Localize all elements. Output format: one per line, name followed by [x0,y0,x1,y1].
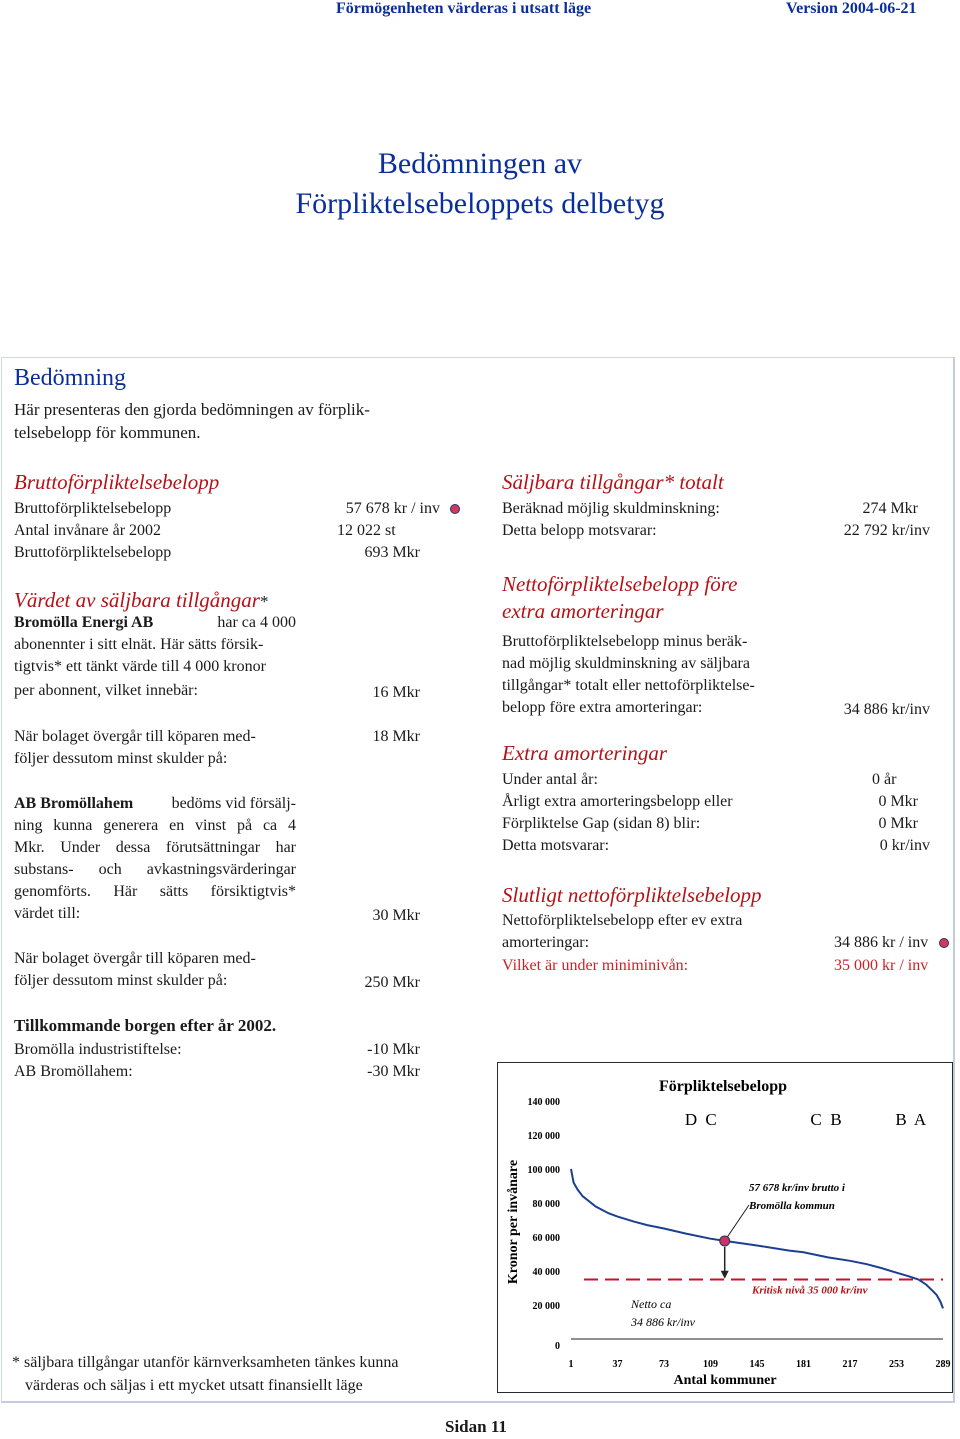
y-tick-label: 80 000 [532,1199,560,1210]
netto-arrow-head [721,1271,729,1279]
saljbara-p4-line1: När bolaget övergår till köparen med- [14,950,256,967]
y-tick-label: 40 000 [532,1267,560,1278]
x-axis-label: Antal kommuner [673,1373,777,1388]
brutto-label-2: Antal invånare år 2002 [14,522,162,539]
right-s1-label-1: Beräknad möjlig skuldminskning: [502,500,720,517]
x-tick-label: 253 [889,1359,904,1370]
right-s4-red-value: 35 000 kr / inv [834,957,929,974]
grade-label: B [830,1110,842,1129]
main-title-line2: Förpliktelsebeloppets delbetyg [295,187,665,220]
intro-line2: telsebelopp för kommunen. [14,423,201,442]
brutto-label-1: Bruttoförpliktelsebelopp [14,500,172,517]
saljbara-p3-line6: värdet till: [14,905,81,922]
right-s4-heading: Slutligt nettoförpliktelsebelopp [502,883,762,907]
y-tick-label: 100 000 [527,1165,560,1176]
brutto-value-3: 693 Mkr [364,544,420,561]
netto-annotation-line2: 34 886 kr/inv [631,1315,695,1329]
saljbara-p4-line2: följer dessutom minst skulder på: [14,972,228,989]
right-s3-value-3: 0 Mkr [878,815,918,832]
right-s3-value-2: 0 Mkr [878,793,918,810]
borgen-value-1: -10 Mkr [367,1041,420,1058]
saljbara-p1-line1: Bromölla Energi AB har ca 4 000 [14,614,296,631]
right-s2-line1: Bruttoförpliktelsebelopp minus beräk- [502,633,748,650]
x-tick-label: 289 [935,1359,951,1370]
right-s2-line4: belopp före extra amorteringar: [502,699,703,716]
saljbara-p3-line3: Mkr. Under dessa förutsättningar har [14,839,296,856]
borgen-label-1: Bromölla industristiftelse: [14,1041,182,1058]
marker-dot-icon [450,504,460,514]
y-tick-label: 20 000 [532,1301,560,1312]
right-s3-value-4: 0 kr/inv [879,837,930,854]
grade-label: D [684,1110,698,1129]
brutto-leader-line [727,1205,749,1238]
brutto-label-3: Bruttoförpliktelsebelopp [14,544,172,561]
saljbara-value-3: 30 Mkr [372,907,420,924]
critical-level-label: Kritisk nivå 35 000 kr/inv [752,1284,868,1297]
saljbara-p1-line3: tigtvis* ett tänkt värde till 4 000 kronor [14,658,266,675]
chart-title: Förpliktelsebelopp [658,1078,788,1095]
right-s1-heading: Säljbara tillgångar* totalt [502,470,724,494]
right-s4-line2: amorteringar: [502,934,590,951]
y-tick-label: 120 000 [527,1131,560,1142]
y-tick-label: 0 [555,1341,560,1352]
brutto-annotation-line2: Bromölla kommun [749,1200,835,1212]
saljbara-value-2: 18 Mkr [372,728,420,745]
borgen-value-2: -30 Mkr [367,1063,420,1080]
saljbara-p1-line4: per abonnent, vilket innebär: [14,682,198,699]
right-s3-label-4: Detta motsvarar: [502,837,610,854]
right-s3-value-1: 0 år [872,771,897,788]
right-s2-line2: nad möjlig skuldminskning av säljbara [502,655,750,672]
x-tick-label: 217 [842,1359,858,1370]
grade-label: C [810,1110,822,1129]
x-tick-label: 145 [749,1359,765,1370]
footnote-line1: * säljbara tillgångar utanför kärnverksamheten tänkes kunna [12,1354,399,1371]
version-label: Version 2004-06-21 [786,0,917,17]
borgen-label-2: AB Bromöllahem: [14,1063,133,1080]
brutto-annotation-line1: 57 678 kr/inv brutto i [749,1182,845,1194]
brutto-heading: Bruttoförpliktelsebelopp [14,470,220,494]
grade-label: A [913,1110,927,1129]
footnote-line2: värderas och säljas i ett mycket utsatt finansiellt läge [25,1377,363,1394]
saljbara-value-4: 250 Mkr [364,974,420,991]
x-tick-label: 1 [568,1359,574,1370]
right-s4-value-1: 34 886 kr / inv [834,934,929,951]
right-s3-label-3: Förpliktelse Gap (sidan 8) blir: [502,815,701,832]
page-number: Sidan 11 [445,1417,507,1436]
saljbara-p3-line2: ning kunna generera en vinst på ca 4 [14,817,296,834]
right-s1-label-2: Detta belopp motsvarar: [502,522,657,539]
right-s4-red-label: Vilket är under miniminivån: [502,957,689,974]
brutto-value-1: 57 678 kr / inv [345,500,440,517]
right-s2-line3: tillgångar* totalt eller nettoförpliktelse- [502,677,755,694]
brutto-value-2: 12 022 st [337,522,396,539]
saljbara-p2-line2: följer dessutom minst skulder på: [14,750,228,767]
intro-heading: Bedömning [14,365,126,391]
intro-line1: Här presenteras den gjorda bedömningen av förplik- [14,400,370,419]
y-tick-label: 140 000 [527,1097,560,1108]
saljbara-p3-line1: AB Bromöllahem bedöms vid försälj- [14,795,296,812]
right-s2-heading-line2: extra amorteringar [502,599,664,623]
right-s3-heading: Extra amorteringar [502,741,668,765]
grade-label: C [705,1110,717,1129]
saljbara-p2-line1: När bolaget övergår till köparen med- [14,728,256,745]
right-s1-value-1: 274 Mkr [862,500,918,517]
right-s3-label-2: Årligt extra amorteringsbelopp eller [502,793,733,810]
y-axis-label: Kronor per invånare [506,1159,521,1285]
marker-dot-icon [939,938,949,948]
saljbara-heading: Värdet av säljbara tillgångar* [14,588,269,612]
main-title-line1: Bedömningen av [377,147,583,180]
right-s3-label-1: Under antal år: [502,771,598,788]
grade-label: B [895,1110,907,1129]
right-s2-value: 34 886 kr/inv [843,701,930,718]
chart-frame [497,1062,953,1393]
saljbara-p3-line5: genomförts. Här sätts försiktigtvis* [14,883,296,900]
right-s2-heading-line1: Nettoförpliktelsebelopp före [502,572,738,596]
x-tick-label: 73 [659,1359,669,1370]
saljbara-p1-line2: abonennter i sitt elnät. Här sätts försik- [14,636,264,653]
saljbara-p3-line4: substans- och avkastningsvärderingar [14,861,296,878]
document-title: Förmögenheten värderas i utsatt läge [336,0,592,17]
marker-dot [720,1236,730,1246]
forpliktelsebelopp-chart [498,1063,952,1392]
netto-annotation-line1: Netto ca [631,1297,672,1311]
x-tick-label: 37 [612,1359,623,1370]
x-tick-label: 181 [796,1359,811,1370]
x-tick-label: 109 [703,1359,718,1370]
y-tick-label: 60 000 [532,1233,560,1244]
borgen-heading: Tillkommande borgen efter år 2002. [14,1016,277,1035]
saljbara-value-1: 16 Mkr [372,684,420,701]
right-s4-line1: Nettoförpliktelsebelopp efter ev extra [502,912,743,929]
right-s1-value-2: 22 792 kr/inv [843,522,930,539]
